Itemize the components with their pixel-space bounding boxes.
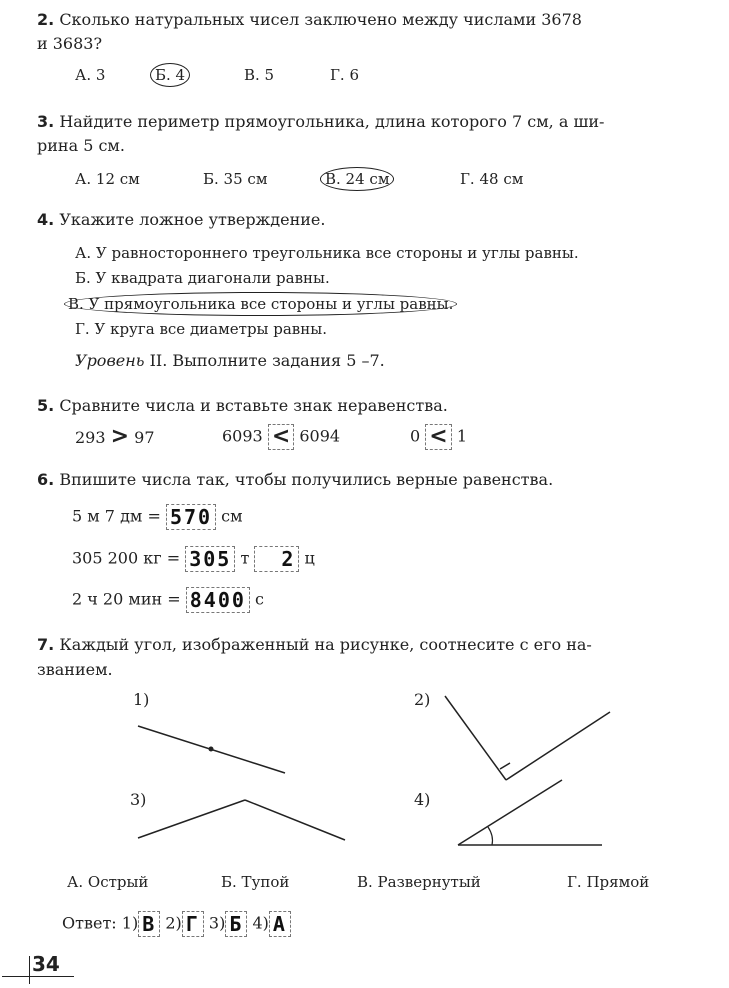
q2-option-c: В. 5 [244, 66, 275, 84]
q7-answer-1-value: В [138, 911, 160, 937]
q7-name-d: Г. Прямой [567, 873, 650, 891]
angle-4-acute [458, 780, 602, 845]
q6-row-3-prefix: 2 ч 20 мин = [72, 589, 181, 609]
q6-row-2-prefix: 305 200 кг = [72, 548, 181, 568]
q6-row-2-unit-2: ц [304, 548, 315, 568]
q5-pair-3-sign: < [425, 424, 451, 450]
q7-text-2: званием. [37, 660, 113, 679]
q5-pair-1-sign: > [110, 424, 130, 449]
page-number-tick [29, 956, 30, 984]
q5-pair-3-left: 0 [410, 426, 421, 446]
q3-number: 3. [37, 112, 55, 131]
q6-row-2-answer-2: 2 [254, 546, 299, 572]
level-text: II. Выполните задания 5 –7. [149, 351, 385, 370]
page-number: 34 [32, 952, 60, 976]
q2-text-2: и 3683? [37, 34, 103, 53]
q4-option-b: Б. У квадрата диагонали равны. [75, 269, 330, 287]
q4-number: 4. [37, 210, 55, 229]
q3-option-c-circled: В. 24 см [320, 167, 394, 191]
q5-pair-2-left: 6093 [222, 426, 263, 446]
q6-row-3-unit: с [255, 589, 264, 609]
q7-answer-2-value: Г [182, 911, 204, 937]
q7-fig-label-3: 3) [130, 790, 147, 809]
q7-answer-4-value: А [269, 911, 291, 937]
q6-row-1-unit: см [221, 506, 243, 526]
q5-pair-1-right: 97 [134, 428, 155, 447]
level-label: Уровень [75, 351, 145, 370]
q6-row-3-answer: 8400 [186, 587, 250, 613]
angle-3-obtuse [138, 800, 345, 840]
q7-answer-label: Ответ: [62, 913, 117, 933]
q5-pair-3-right: 1 [456, 426, 467, 446]
q7-answer-2-num: 2) [165, 913, 182, 933]
angle-2-right [445, 696, 610, 780]
q7-name-a: А. Острый [67, 873, 149, 891]
q7-answer-4-num: 4) [252, 913, 269, 933]
q4-text: Укажите ложное утверждение. [59, 210, 326, 229]
q3-option-d: Г. 48 см [460, 170, 524, 188]
q4-option-d: Г. У круга все диаметры равны. [75, 320, 327, 338]
q7-name-b: Б. Тупой [221, 873, 290, 891]
q5-number: 5. [37, 396, 55, 415]
q6-row-1-prefix: 5 м 7 дм = [72, 506, 161, 526]
q6-row-2-answer: 305 [185, 546, 235, 572]
q2-option-b-circled: Б. 4 [150, 63, 190, 87]
q7-fig-label-2: 2) [414, 690, 431, 709]
q7-text-1: Каждый угол, изображенный на рисунке, соотнесите с его на- [59, 635, 592, 654]
angle-1-straight [138, 726, 285, 773]
q7-name-c: В. Развернутый [357, 873, 481, 891]
q2-number: 2. [37, 10, 55, 29]
q5-pair-2-sign: < [268, 424, 294, 450]
q3-option-b: Б. 35 см [203, 170, 268, 188]
q6-text: Впишите числа так, чтобы получились верные равенства. [59, 470, 554, 489]
q5-pair-1-left: 293 [75, 428, 106, 447]
q3-option-a: А. 12 см [75, 170, 140, 188]
q4-option-c-circled: В. У прямоугольника все стороны и углы равны. [64, 292, 457, 316]
q7-fig-label-4: 4) [414, 790, 431, 809]
q2-option-a: А. 3 [75, 66, 106, 84]
q7-answer-3-value: Б [225, 911, 247, 937]
q7-answer-row [62, 911, 291, 937]
page-number-underline [2, 976, 74, 977]
q3-text-1: Найдите периметр прямоугольника, длина которого 7 см, а ши- [59, 112, 605, 131]
q6-number: 6. [37, 470, 55, 489]
q6-row-1-answer: 570 [166, 504, 216, 530]
q6-row-2-unit: т [240, 548, 250, 568]
q5-text: Сравните числа и вставьте знак неравенства. [59, 396, 448, 415]
q7-answer-1-num: 1) [121, 913, 139, 933]
q2-text-1: Сколько натуральных чисел заключено между числами 3678 [59, 10, 582, 29]
q4-option-a: А. У равностороннего треугольника все стороны и углы равны. [75, 244, 579, 262]
q7-answer-3-num: 3) [208, 913, 226, 933]
q7-fig-label-1: 1) [133, 690, 150, 709]
q2-option-d: Г. 6 [330, 66, 360, 84]
q7-number: 7. [37, 635, 55, 654]
q3-text-2: рина 5 см. [37, 136, 125, 155]
q5-pair-2-right: 6094 [299, 426, 341, 446]
